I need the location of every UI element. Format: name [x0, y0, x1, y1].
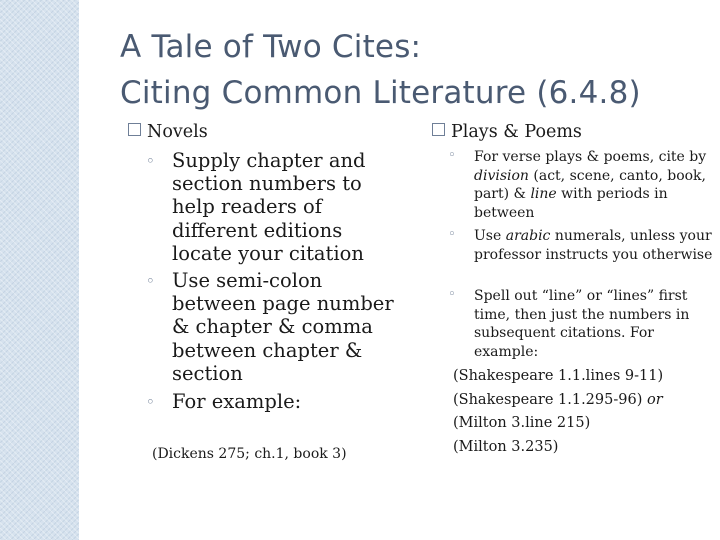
example-citation-4: (Milton 3.235) [453, 438, 559, 455]
circle-bullet-icon: ◦ [448, 287, 456, 302]
plays-bullet-3: Spell out “line” or “lines” first time, then just the numbers in subsequent citations. For example: [474, 288, 690, 361]
slide-title [120, 24, 710, 116]
text-segment: (act, scene, canto, book, part) & [474, 167, 706, 203]
list-item [146, 269, 402, 385]
circle-bullet-icon: ◦ [448, 227, 456, 242]
plays-examples [453, 365, 663, 459]
list-item [448, 287, 714, 362]
list-item [448, 227, 714, 264]
novels-bullet-3: For example: [172, 390, 302, 413]
list-item [146, 149, 402, 265]
example-citation-2 [453, 389, 663, 413]
text-segment: Use [474, 228, 506, 244]
novels-example: (Dickens 275; ch.1, book 3) [152, 446, 347, 462]
text-segment: (Shakespeare 1.1.295-96) [453, 391, 643, 408]
plays-poems-heading-label: Plays & Poems [451, 122, 582, 142]
checkbox-bullet-icon [128, 123, 141, 136]
emphasis-arabic: arabic [505, 228, 551, 244]
decorative-sidebar [0, 0, 79, 540]
plays-bullet-1 [474, 148, 714, 223]
example-citation-1: (Shakespeare 1.1.lines 9-11) [453, 368, 664, 384]
novels-heading-label: Novels [147, 122, 208, 142]
emphasis-or: or [646, 391, 663, 408]
example-citation-3: (Milton 3.line 215) [453, 415, 591, 431]
title-line-1: A Tale of Two Cites: [120, 29, 422, 65]
novels-bullet-1: Supply chapter and section numbers to help readers of different editions locate your citation [172, 149, 366, 265]
text-segment: numerals, unless your professor instructs you otherwise [474, 228, 713, 263]
circle-bullet-icon: ◦ [146, 393, 155, 411]
text-segment: For verse plays & poems, cite by [474, 149, 707, 165]
list-item [448, 148, 714, 223]
checkbox-bullet-icon [432, 123, 445, 136]
list-item [146, 390, 402, 413]
emphasis-division: division [474, 167, 529, 184]
novels-bullet-2: Use semi-colon between page number & chapter & comma between chapter & section [172, 269, 394, 385]
circle-bullet-icon: ◦ [448, 148, 456, 163]
emphasis-line: line [530, 186, 557, 203]
novels-heading [128, 122, 208, 142]
title-line-2: Citing Common Literature (6.4.8) [120, 75, 641, 111]
plays-poems-heading [432, 122, 582, 142]
text-segment: with periods in between [474, 186, 668, 222]
circle-bullet-icon: ◦ [146, 152, 155, 170]
plays-bullet-2 [474, 227, 714, 264]
circle-bullet-icon: ◦ [146, 272, 155, 290]
